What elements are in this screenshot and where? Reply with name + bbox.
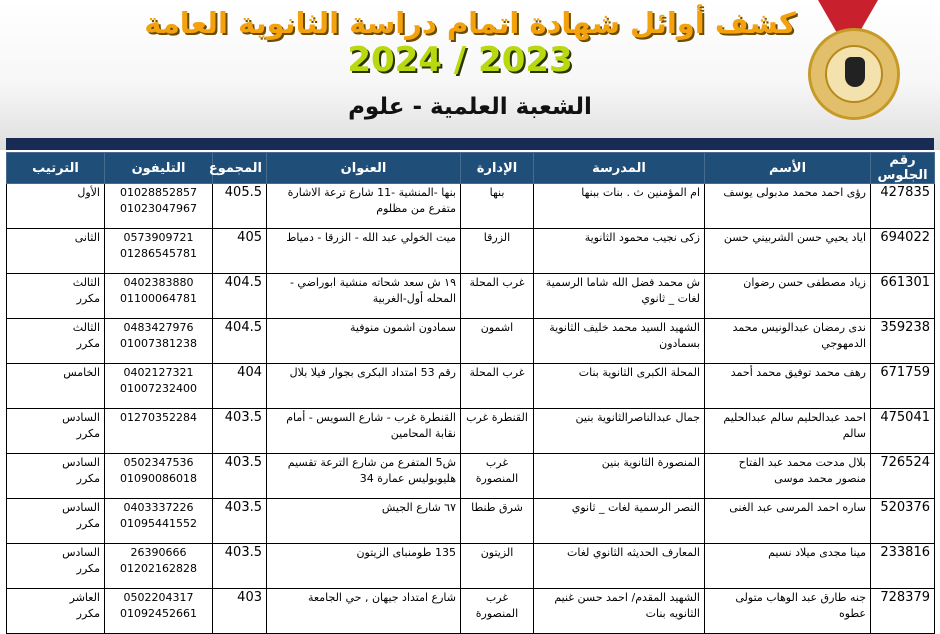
total-score-cell: 403: [213, 589, 267, 634]
phone-secondary: 01023047967: [120, 202, 197, 215]
seat-number-cell: 661301: [871, 274, 935, 319]
school-cell: الشهيد السيد محمد خليف الثانوية بسمادون: [534, 319, 705, 364]
rank-cell: [7, 364, 105, 409]
rank-cell: [7, 544, 105, 589]
total-score-cell: 404.5: [213, 274, 267, 319]
phone-primary: 0403337226: [123, 501, 194, 514]
address-cell: ميت الخولي عبد الله - الزرقا - دمياط: [267, 229, 461, 274]
rank-repeat-label: مكرر: [76, 607, 100, 620]
student-name-cell: جنه طارق عبد الوهاب متولى عطوه: [705, 589, 871, 634]
rank-repeat-label: مكرر: [76, 292, 100, 305]
ministry-seal-logo: [808, 28, 900, 120]
phone-secondary: 01202162828: [120, 562, 197, 575]
rank-cell: [7, 409, 105, 454]
rank-label: الثالث: [72, 321, 100, 334]
rank-repeat-label: مكرر: [76, 562, 100, 575]
table-row: [7, 184, 935, 229]
seat-number-cell: 728379: [871, 589, 935, 634]
table-row: [7, 274, 935, 319]
seal-inner: [825, 45, 883, 103]
table-row: [7, 589, 935, 634]
phone-cell: [105, 274, 213, 319]
administration-cell: اشمون: [461, 319, 534, 364]
rank-label: الثانى: [74, 231, 100, 244]
table-header-row: [7, 153, 935, 184]
page-header: [0, 0, 940, 150]
school-cell: زكى نجيب محمود الثانوية: [534, 229, 705, 274]
total-score-cell: 405: [213, 229, 267, 274]
rank-label: العاشر: [69, 591, 100, 604]
address-cell: القنطرة غرب - شارع السويس - أمام نقابة المحامين: [267, 409, 461, 454]
school-cell: المعارف الحديثه الثانوي لغات: [534, 544, 705, 589]
phone-primary: 0402383880: [123, 276, 194, 289]
phone-secondary: 01090086018: [120, 472, 197, 485]
address-cell: ٦٧ شارع الجيش: [267, 499, 461, 544]
phone-primary: 0402127321: [123, 366, 194, 379]
col-seat-number: رقم الجلوس: [871, 153, 935, 184]
phone-cell: [105, 319, 213, 364]
seat-number-cell: 726524: [871, 454, 935, 499]
student-name-cell: رؤى احمد محمد مدبولى يوسف: [705, 184, 871, 229]
rank-cell: [7, 499, 105, 544]
rank-repeat-label: مكرر: [76, 427, 100, 440]
table-row: [7, 364, 935, 409]
administration-cell: بنها: [461, 184, 534, 229]
administration-cell: غرب المحلة: [461, 274, 534, 319]
col-school: المدرسة: [534, 153, 705, 184]
student-name-cell: مينا مجدى ميلاد نسيم: [705, 544, 871, 589]
total-score-cell: 403.5: [213, 499, 267, 544]
student-name-cell: اياد يحيي حسن الشربيني حسن: [705, 229, 871, 274]
school-cell: المنصورة الثانوية بنين: [534, 454, 705, 499]
address-cell: بنها -المنشية -11 شارع ترعة الاشارة متفرع من مظلوم: [267, 184, 461, 229]
address-cell: رقم 53 امتداد البكرى بجوار فيلا بلال: [267, 364, 461, 409]
school-cell: جمال عبدالناصرالثانوية بنين: [534, 409, 705, 454]
total-score-cell: 404: [213, 364, 267, 409]
phone-cell: [105, 454, 213, 499]
phone-primary: 26390666: [130, 546, 187, 559]
seat-number-cell: 520376: [871, 499, 935, 544]
col-name: الأسم: [705, 153, 871, 184]
seat-number-cell: 359238: [871, 319, 935, 364]
rank-label: السادس: [62, 411, 100, 424]
administration-cell: غرب المنصورة: [461, 589, 534, 634]
rank-repeat-label: مكرر: [76, 472, 100, 485]
address-cell: ش5 المتفرع من شارع الترعة تقسيم هليوبوليس عمارة 34: [267, 454, 461, 499]
administration-cell: الزرقا: [461, 229, 534, 274]
eagle-icon: [845, 57, 865, 87]
administration-cell: غرب المنصورة: [461, 454, 534, 499]
seat-number-cell: 671759: [871, 364, 935, 409]
rank-repeat-label: مكرر: [76, 517, 100, 530]
rank-cell: [7, 184, 105, 229]
rank-cell: [7, 229, 105, 274]
page-title: كشف أوائل شهادة اتمام دراسة الثانوية العامة: [144, 6, 796, 40]
school-cell: المحلة الكبرى الثانوية بنات: [534, 364, 705, 409]
col-phone: التليفون: [105, 153, 213, 184]
phone-cell: [105, 229, 213, 274]
total-score-cell: 403.5: [213, 454, 267, 499]
rank-cell: [7, 454, 105, 499]
col-rank: الترتيب: [7, 153, 105, 184]
phone-cell: [105, 364, 213, 409]
phone-secondary: 01100064781: [120, 292, 197, 305]
student-name-cell: ندى رمضان عبدالونيس محمد الدمهوجي: [705, 319, 871, 364]
student-name-cell: احمد عبدالحليم سالم عبدالحليم سالم: [705, 409, 871, 454]
rank-label: الثالث: [72, 276, 100, 289]
address-cell: ١٩ ش سعد شحاته منشية ابوراضي - المحله أول-الغربية: [267, 274, 461, 319]
seat-number-cell: 233816: [871, 544, 935, 589]
section-subtitle: الشعبة العلمية - علوم: [348, 94, 592, 120]
col-administration: الإدارة: [461, 153, 534, 184]
phone-cell: [105, 589, 213, 634]
phone-secondary: 01286545781: [120, 247, 197, 260]
administration-cell: القنطرة غرب: [461, 409, 534, 454]
col-address: العنوان: [267, 153, 461, 184]
col-total: المجموع: [213, 153, 267, 184]
phone-primary: 01028852857: [120, 186, 197, 199]
phone-cell: [105, 184, 213, 229]
school-cell: ش محمد فضل الله شاما الرسمية لغات _ ثانوي: [534, 274, 705, 319]
student-name-cell: رهف محمد توفيق محمد أحمد: [705, 364, 871, 409]
rank-label: السادس: [62, 501, 100, 514]
total-score-cell: 404.5: [213, 319, 267, 364]
phone-primary: 0502347536: [123, 456, 194, 469]
rank-repeat-label: مكرر: [76, 337, 100, 350]
phone-secondary: 01092452661: [120, 607, 197, 620]
phone-secondary: 01270352284: [120, 411, 197, 424]
phone-primary: 0502204317: [123, 591, 194, 604]
administration-cell: شرق طنطا: [461, 499, 534, 544]
school-cell: النصر الرسمية لغات _ ثانوي: [534, 499, 705, 544]
table-row: [7, 544, 935, 589]
table-row: [7, 319, 935, 364]
total-score-cell: 403.5: [213, 544, 267, 589]
table-row: [7, 454, 935, 499]
address-cell: شارع امتداد جيهان , حي الجامعة: [267, 589, 461, 634]
phone-secondary: 01007232400: [120, 382, 197, 395]
seat-number-cell: 475041: [871, 409, 935, 454]
address-cell: سمادون اشمون منوفية: [267, 319, 461, 364]
phone-cell: [105, 499, 213, 544]
phone-cell: [105, 544, 213, 589]
rank-cell: [7, 319, 105, 364]
address-cell: 135 طومنباى الزيتون: [267, 544, 461, 589]
student-name-cell: بلال مدحت محمد عبد الفتاح منصور محمد موسى: [705, 454, 871, 499]
rank-cell: [7, 589, 105, 634]
student-name-cell: زياد مصطفى حسن رضوان: [705, 274, 871, 319]
student-name-cell: ساره احمد المرسى عبد الغنى: [705, 499, 871, 544]
phone-cell: [105, 409, 213, 454]
rank-cell: [7, 274, 105, 319]
table-row: [7, 499, 935, 544]
table-row: [7, 409, 935, 454]
total-score-cell: 403.5: [213, 409, 267, 454]
seat-number-cell: 694022: [871, 229, 935, 274]
year-label: 2024 / 2023: [347, 40, 573, 80]
rank-label: السادس: [62, 456, 100, 469]
phone-primary: 0573909721: [123, 231, 194, 244]
phone-primary: 0483427976: [123, 321, 194, 334]
total-score-cell: 405.5: [213, 184, 267, 229]
results-table: [6, 152, 935, 634]
school-cell: الشهيد المقدم/ احمد حسن غنيم الثانويه بنات: [534, 589, 705, 634]
header-divider: [6, 138, 934, 150]
table-row: [7, 229, 935, 274]
administration-cell: غرب المحلة: [461, 364, 534, 409]
phone-secondary: 01095441552: [120, 517, 197, 530]
seat-number-cell: 427835: [871, 184, 935, 229]
administration-cell: الزيتون: [461, 544, 534, 589]
rank-label: الخامس: [63, 366, 100, 379]
phone-secondary: 01007381238: [120, 337, 197, 350]
rank-label: الأول: [77, 186, 100, 199]
school-cell: ام المؤمنين ث . بنات ببنها: [534, 184, 705, 229]
rank-label: السادس: [62, 546, 100, 559]
